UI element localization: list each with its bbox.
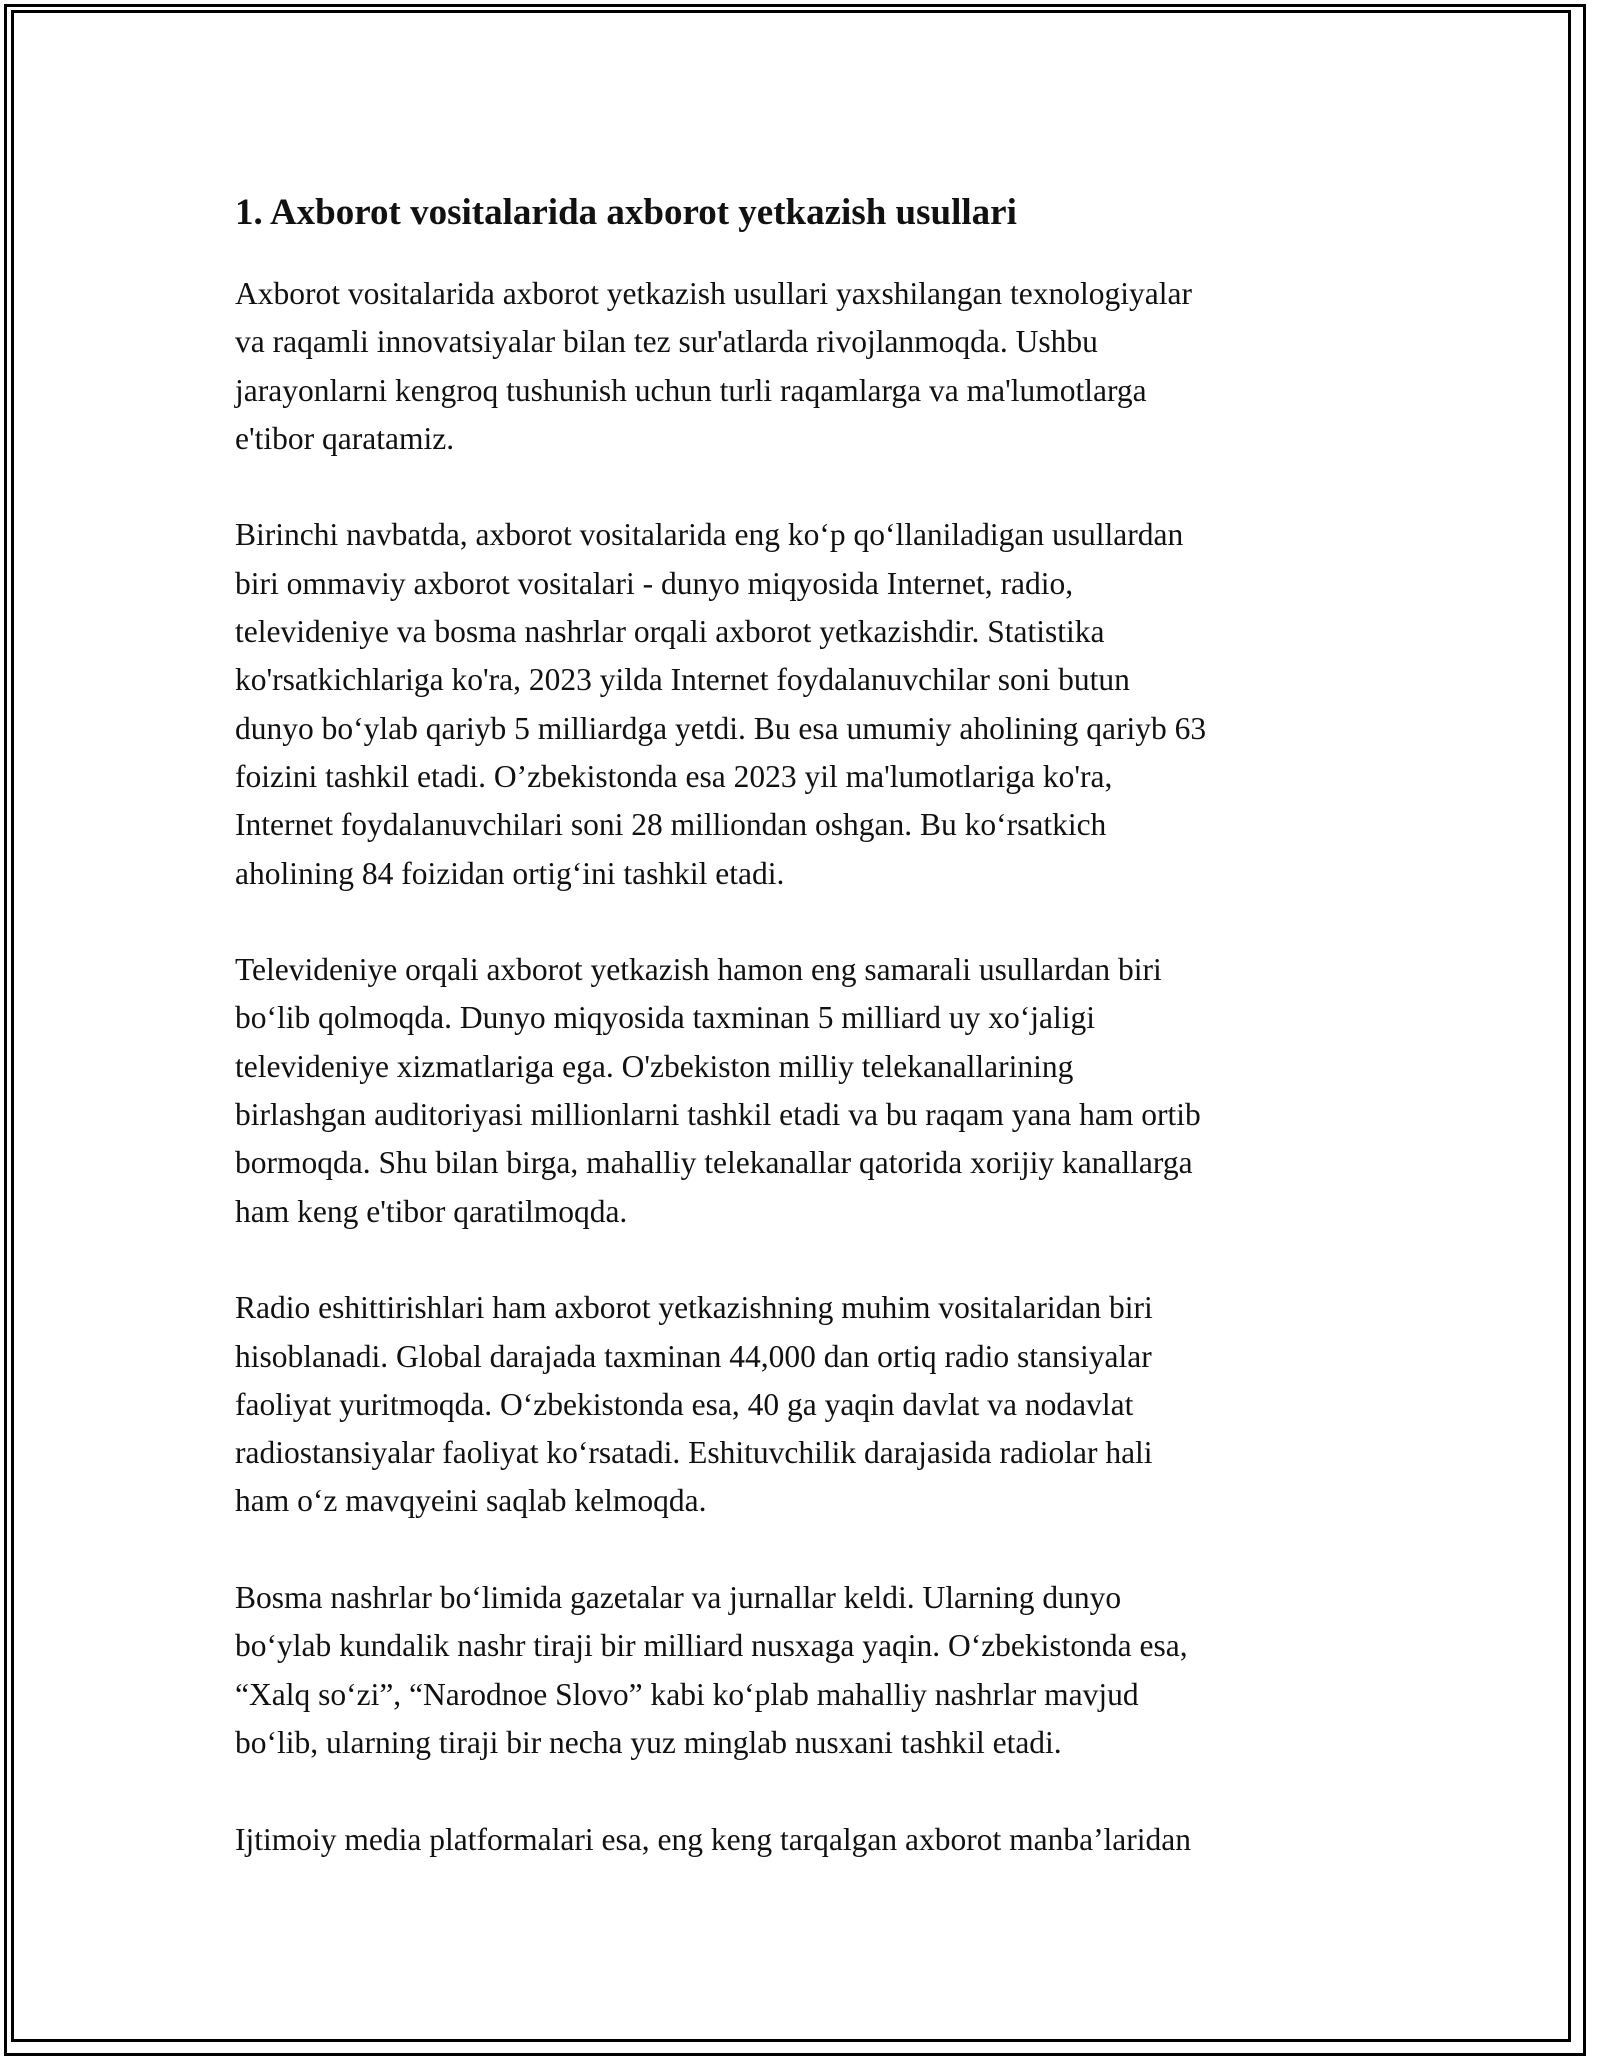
text-line: televideniye xizmatlariga ega. O'zbekiston milliy telekanallarining: [235, 1048, 1074, 1084]
text-line: e'tibor qaratamiz.: [235, 420, 455, 456]
text-line: Bosma nashrlar bo‘limida gazetalar va jurnallar keldi. Ularning dunyo: [235, 1580, 1122, 1616]
text-line: Televideniye orqali axborot yetkazish hamon eng samarali usullardan biri: [235, 952, 1162, 988]
paragraph: [235, 270, 1375, 463]
paragraph-list: [235, 270, 1375, 1864]
text-line: va raqamli innovatsiyalar bilan tez sur'atlarda rivojlanmoqda. Ushbu: [235, 324, 1098, 360]
text-line: televideniye va bosma nashrlar orqali axborot yetkazishdir. Statistika: [235, 614, 1105, 650]
section-heading: 1. Axborot vositalarida axborot yetkazish usullari: [235, 192, 1017, 233]
text-line: bormoqda. Shu bilan birga, mahalliy telekanallar qatorida xorijiy kanallarga: [235, 1145, 1193, 1181]
text-line: jarayonlarni kengroq tushunish uchun turli raqamlarga va ma'lumotlarga: [235, 372, 1147, 408]
text-line: foizini tashkil etadi. O’zbekistonda esa 2023 yil ma'lumotlariga ko'ra,: [235, 758, 1113, 794]
text-line: Radio eshittirishlari ham axborot yetkazishning muhim vositalaridan biri: [235, 1290, 1153, 1326]
text-line: bo‘lib qolmoqda. Dunyo miqyosida taxminan 5 milliard uy xo‘jaligi: [235, 1000, 1096, 1036]
paragraph: [235, 1816, 1375, 1864]
text-line: biri ommaviy axborot vositalari - dunyo miqyosida Internet, radio,: [235, 565, 1074, 601]
text-line: aholining 84 foizidan ortig‘ini tashkil etadi.: [235, 855, 785, 891]
text-line: dunyo bo‘ylab qariyb 5 milliardga yetdi. Bu esa umumiy aholining qariyb 63: [235, 710, 1207, 746]
paragraph: [235, 946, 1375, 1236]
paragraph: [235, 1284, 1375, 1525]
text-line: hisoblanadi. Global darajada taxminan 44,000 dan ortiq radio stansiyalar: [235, 1338, 1152, 1374]
text-line: bo‘ylab kundalik nashr tiraji bir milliard nusxaga yaqin. O‘zbekistonda esa,: [235, 1628, 1188, 1664]
text-line: ham keng e'tibor qaratilmoqda.: [235, 1193, 628, 1229]
paragraph: [235, 1574, 1375, 1767]
text-line: faoliyat yuritmoqda. O‘zbekistonda esa, 40 ga yaqin davlat va nodavlat: [235, 1386, 1134, 1422]
text-line: bo‘lib, ularning tiraji bir necha yuz minglab nusxani tashkil etadi.: [235, 1724, 1062, 1760]
text-line: radiostansiyalar faoliyat ko‘rsatadi. Eshituvchilik darajasida radiolar hali: [235, 1435, 1153, 1471]
paragraph: [235, 511, 1375, 897]
text-line: Birinchi navbatda, axborot vositalarida eng ko‘p qo‘llaniladigan usullardan: [235, 517, 1184, 553]
text-line: ham o‘z mavqyeini saqlab kelmoqda.: [235, 1483, 707, 1519]
text-line: birlashgan auditoriyasi millionlarni tashkil etadi va bu raqam yana ham ortib: [235, 1097, 1201, 1133]
text-line: Internet foydalanuvchilari soni 28 milliondan oshgan. Bu ko‘rsatkich: [235, 807, 1107, 843]
text-line: ko'rsatkichlariga ko'ra, 2023 yilda Internet foydalanuvchilar soni butun: [235, 662, 1130, 698]
text-line: Axborot vositalarida axborot yetkazish usullari yaxshilangan texnologiyalar: [235, 276, 1192, 311]
document-body: [235, 182, 1375, 1912]
text-line: “Xalq so‘zi”, “Narodnoe Slovo” kabi ko‘plab mahalliy nashrlar mavjud: [235, 1676, 1139, 1712]
text-line: Ijtimoiy media platformalari esa, eng keng tarqalgan axborot manba’laridan: [235, 1821, 1192, 1857]
